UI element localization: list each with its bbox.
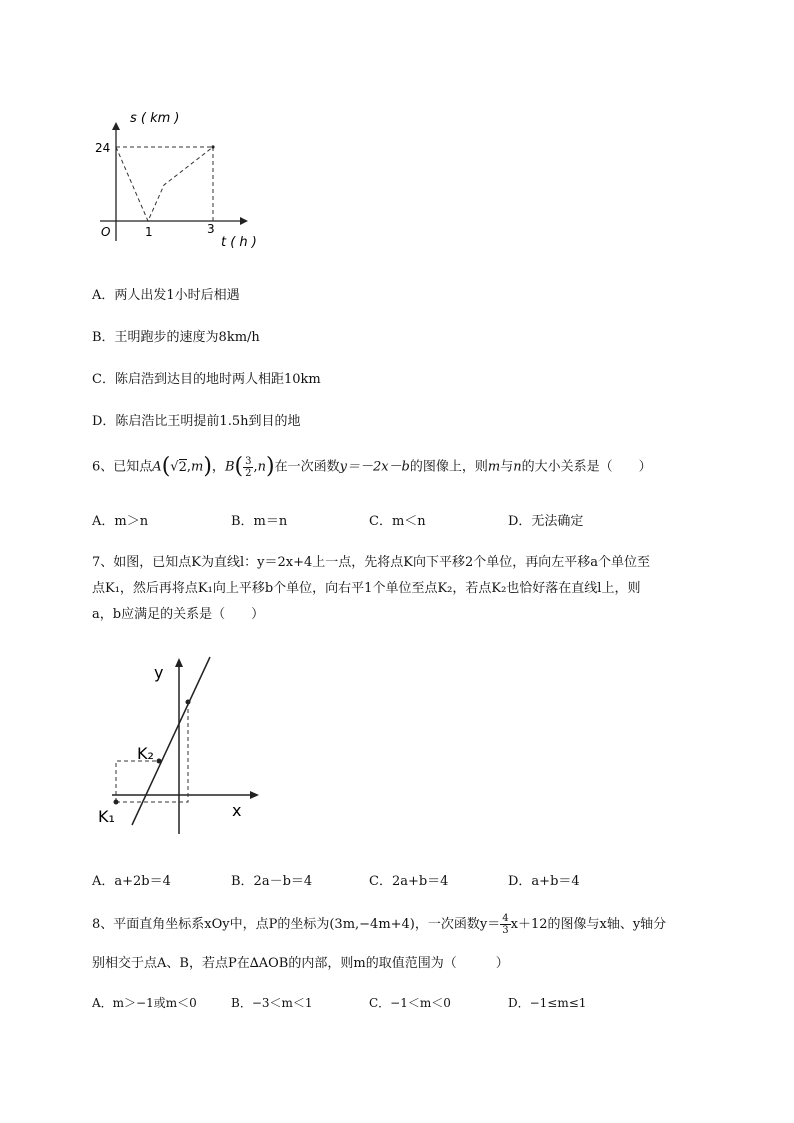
q6-option-b: B．m＝n bbox=[231, 514, 288, 529]
q6-text-e: 的大小关系是（ ） bbox=[521, 459, 652, 475]
q8-option-a: A．m＞−1或m＜0 bbox=[92, 996, 197, 1010]
q8-option-c: C．−1＜m＜0 bbox=[369, 996, 451, 1010]
q7-option-b: B．2a－b＝4 bbox=[231, 874, 313, 889]
distance-time-graph bbox=[90, 105, 280, 255]
q6-option-d: D．无法确定 bbox=[508, 514, 584, 529]
point-top-right bbox=[211, 145, 214, 148]
person1-path bbox=[116, 147, 213, 221]
q5-option-d: D．陈启浩比王明提前1.5h到目的地 bbox=[92, 414, 301, 429]
q6-sqrt-value: 2 bbox=[178, 459, 187, 475]
q7-option-a: A．a+2b＝4 bbox=[92, 874, 171, 889]
q8-option-d: D．−1≤m≤1 bbox=[508, 996, 587, 1010]
point-k2 bbox=[157, 759, 162, 764]
q8-text-b: x＋12的图像与x轴、y轴分 bbox=[510, 917, 667, 932]
q6-comma: ， bbox=[211, 459, 225, 475]
x-axis-arrow bbox=[250, 791, 259, 799]
q8-text-a: 8、平面直角坐标系xOy中，点P的坐标为(3m,−4m+4)，一次函数y＝ bbox=[92, 917, 501, 932]
q7-option-d: D．a+b＝4 bbox=[508, 874, 580, 889]
q8-option-b: B．−3＜m＜1 bbox=[231, 996, 313, 1010]
q6-paren-open: ( bbox=[161, 454, 171, 479]
origin-label: O bbox=[101, 225, 111, 239]
k2-label: K₂ bbox=[137, 744, 154, 763]
q8-fraction bbox=[500, 913, 510, 936]
q5-option-c: C．陈启浩到达目的地时两人相距10km bbox=[92, 372, 321, 387]
line-l bbox=[132, 657, 210, 825]
q6-text-b: 在一次函数 bbox=[274, 459, 340, 475]
q6-n: n bbox=[257, 459, 266, 475]
y-axis-arrow bbox=[112, 122, 120, 130]
q6-text-d: 与 bbox=[500, 459, 514, 475]
q7-line-3: a，b应满足的关系是（ ） bbox=[92, 607, 265, 622]
point-k1 bbox=[114, 800, 119, 805]
q6-point-b: B bbox=[224, 459, 235, 475]
x-tick-3: 3 bbox=[207, 222, 215, 236]
sqrt-symbol: √ bbox=[170, 459, 179, 475]
q6-text-a: 已知点 bbox=[113, 459, 153, 475]
q6-question: 6、已知点A(√2,m)，B( $\frac{3}{2}$ ,n)在一次函数y＝－2x－b的图像上，则m与n的大小关系是（ ） bbox=[92, 454, 652, 479]
y-axis-arrow bbox=[175, 658, 183, 667]
k1-label: K₁ bbox=[98, 807, 115, 826]
q5-option-b: B．王明跑步的速度为8km/h bbox=[92, 330, 260, 345]
q6-option-c: C．m＜n bbox=[369, 514, 426, 529]
y-label: y bbox=[154, 663, 164, 682]
y-tick-24: 24 bbox=[95, 141, 111, 155]
q6-function: y＝－2x－b bbox=[339, 459, 410, 475]
x-label: x bbox=[232, 801, 242, 820]
x-tick-1: 1 bbox=[145, 225, 153, 239]
x-axis-arrow bbox=[240, 217, 248, 225]
q7-line-1: 7、如图，已知点K为直线l：y＝2x+4上一点，先将点K向下平移2个单位，再向左平移a个单位至 bbox=[92, 555, 650, 570]
q6-point-a: A bbox=[152, 459, 162, 475]
q7-coordinate-graph bbox=[92, 650, 272, 840]
q8-frac-num: 4 bbox=[502, 913, 509, 924]
point-k bbox=[186, 700, 191, 705]
q7-line-2: 点K₁，然后再将点K₁向上平移b个单位，向右平1个单位至点K₂，若点K₂也恰好落在直线l上，则 bbox=[92, 581, 641, 596]
x-axis-label: t ( h ) bbox=[221, 235, 257, 250]
q6-number: 6、 bbox=[92, 459, 114, 475]
q6-fraction bbox=[243, 456, 253, 479]
q6-option-a: A．m＞n bbox=[92, 514, 149, 529]
y-axis-label: s ( km ) bbox=[130, 111, 180, 126]
q6-frac-den: 2 bbox=[245, 467, 252, 479]
q5-option-a: A．两人出发1小时后相遇 bbox=[92, 288, 240, 303]
q6-frac-num: 3 bbox=[245, 455, 252, 467]
q8-frac-den: 3 bbox=[502, 925, 509, 936]
q6-text-c: 的图像上，则 bbox=[409, 459, 488, 475]
q6-n2: n bbox=[513, 459, 522, 475]
q6-m2: m bbox=[487, 459, 501, 475]
q6-m: m bbox=[191, 459, 204, 475]
q8-line-1 bbox=[92, 910, 666, 940]
q7-option-c: C．2a+b＝4 bbox=[369, 874, 449, 889]
q8-line-2: 别相交于点A、B，若点P在∆AOB的内部，则m的取值范围为（ ） bbox=[92, 956, 509, 971]
